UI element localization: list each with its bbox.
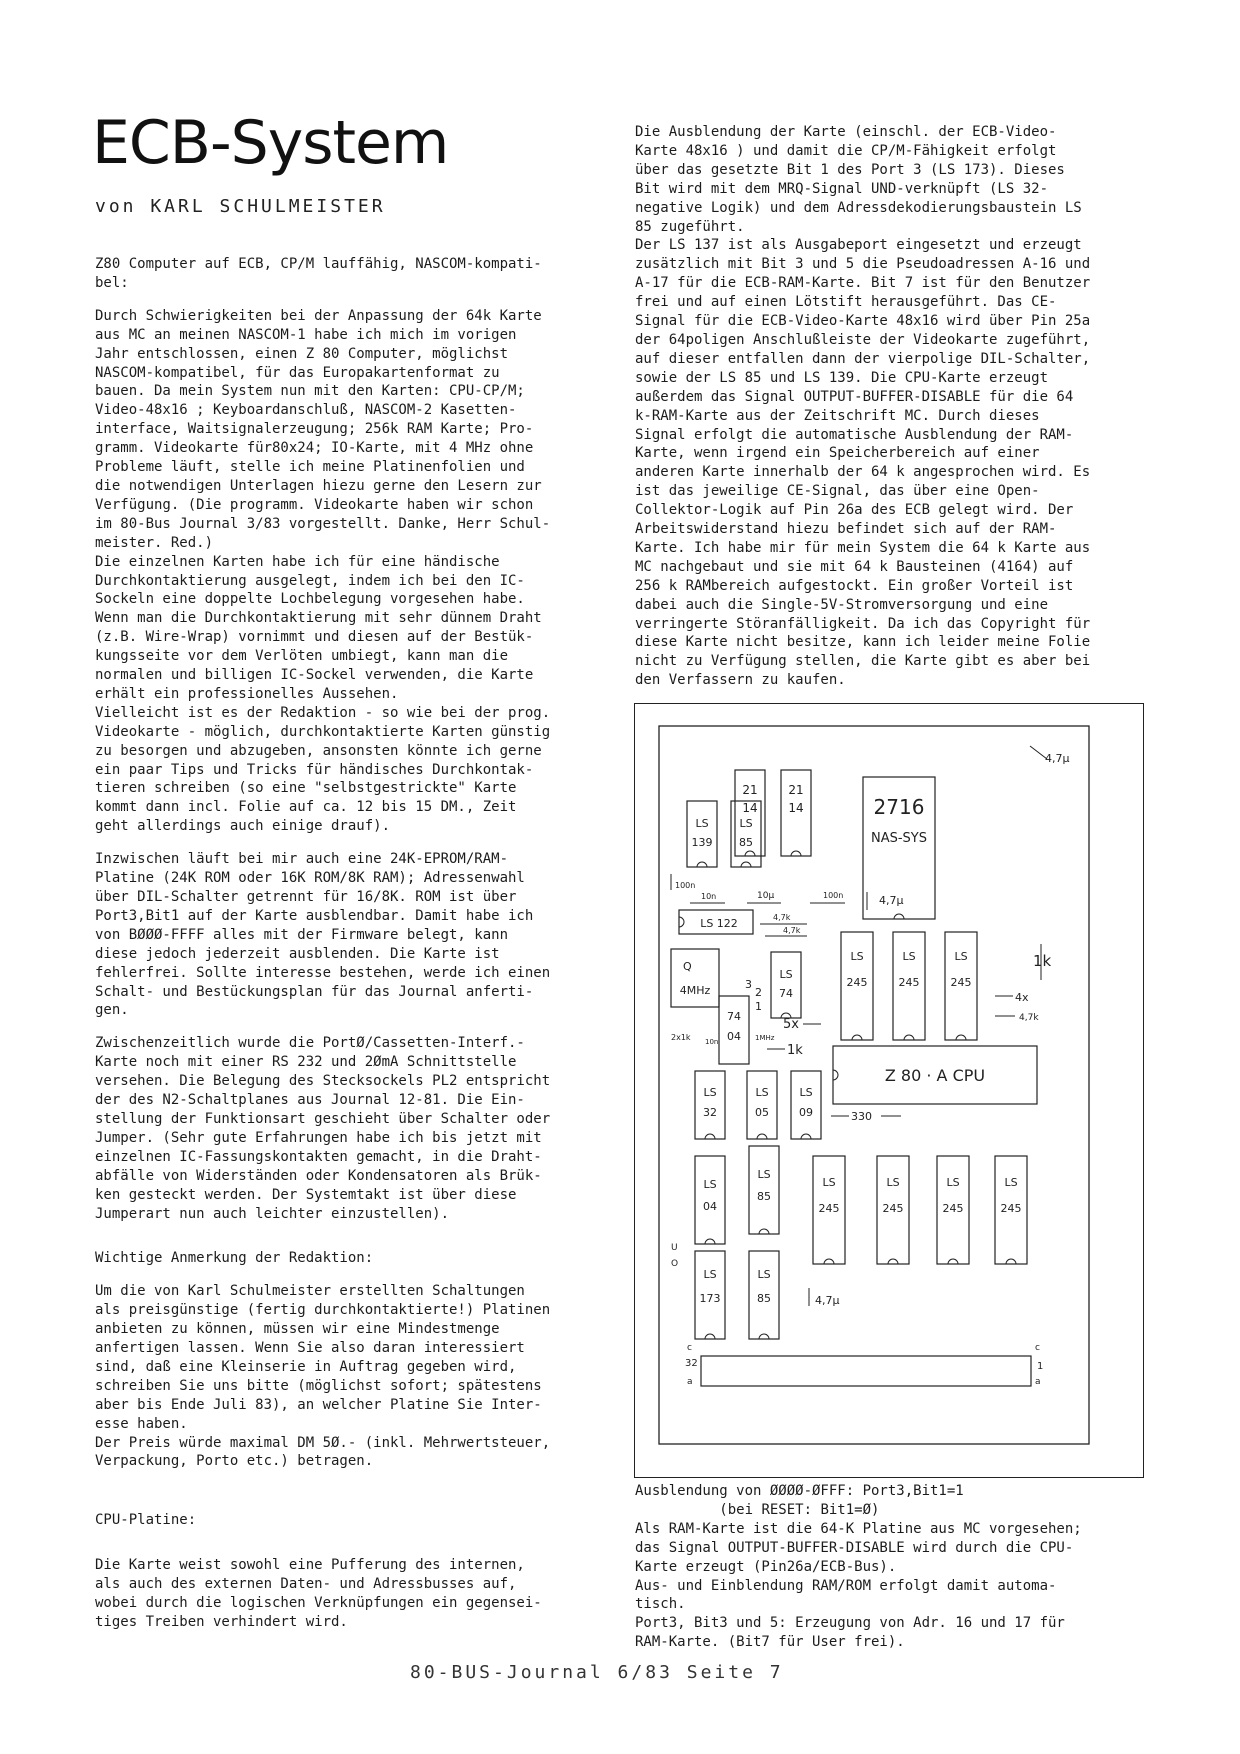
capacitor-label: 100n xyxy=(675,881,696,890)
right-column xyxy=(635,123,1143,690)
chip-label-line: LS xyxy=(779,968,793,981)
chip-label-line: LS xyxy=(703,1178,717,1191)
jumper-label: 1 xyxy=(755,1000,762,1013)
caption-line: (bei RESET: Bit1=Ø) xyxy=(635,1501,880,1518)
paragraph: Die Ausblendung der Karte (einschl. der ECB-Video- Karte 48x16 ) und damit die CP/M-Fähigkeit erfolgt über das gesetzte Bit 1 des Port 3 (LS 173). Dieses Bit wird mit dem MRQ-Signal UND-verknüpft (LS 32- negative Logik) und dem Adressdekodierungsbaustein LS 85 zugeführt. Der LS 137 ist als Ausgabeport eingesetzt und erzeugt zusätzlich mit Bit 3 und 5 die Pseudoadressen A-16 und A-17 für die ECB-RAM-Karte. Bit 7 ist für den Benutzer frei und auf einen Lötstift herausgeführt. Das CE- Signal für die ECB-Video-Karte 48x16 wird über Pin 25a der 64poligen Anschlußleiste der Videokarte zugeführt, auf dieser entfallen dann der vierpolige DIL-Schalter, sowie der LS 85 und LS 139. Die CPU-Karte erzeugt außerdem das Signal OUTPUT-BUFFER-DISABLE für die 64 k-RAM-Karte aus der Zeitschrift MC. Durch dieses Signal erfolgt die automatische Ausblendung der RAM- Karte, wenn irgend ein Speicherbereich auf einer anderen Karte innerhalb der 64 k angesprochen wird. Es ist das jeweilige CE-Signal, das über eine Open- Collektor-Logik auf Pin 26a des ECB gelegt wird. Der Arbeitswiderstand hiezu befindet sich auf der RAM- Karte. Ich habe mir für mein System die 64 k Karte aus MC nachgebaut und sie mit 64 k Bausteinen (4164) auf 256 k RAMbereich aufgestockt. Ein großer Vorteil ist dabei auch die Single-5V-Stromversorgung und eine verringerte Störanfälligkeit. Da ich das Copyright für diese Karte nicht besitze, kann ich leider meine Folie nicht zu Verfügung stellen, die Karte gibt es aber bei den Verfassern zu kaufen. xyxy=(635,124,1091,689)
pin-label: a xyxy=(1035,1377,1041,1387)
chip-label-line: LS xyxy=(886,1176,900,1189)
chip-label-line: LS xyxy=(755,1086,769,1099)
cpu-board-layout-figure xyxy=(634,703,1144,1478)
chip-label-line: 21 xyxy=(742,783,758,797)
chip-z80a-cpu xyxy=(833,1046,1037,1104)
chip-label-line: 245 xyxy=(950,976,972,989)
chip-label-line: LS xyxy=(739,817,753,830)
chip-label: Z 80 · A CPU xyxy=(884,1066,986,1085)
chip-ls245-g xyxy=(995,1156,1027,1264)
chip-ls122 xyxy=(679,910,753,934)
resistor-label: 4,7k xyxy=(773,913,791,922)
caption-line: Ausblendung von ØØØØ-ØFFF: Port3,Bit1=1 xyxy=(635,1483,964,1499)
paragraph: Zwischenzeitlich wurde die PortØ/Cassetten-Interf.- Karte noch mit einer RS 232 und 2ØmA Schnittstelle versehen. Die Belegung des Stecksockels PL2 entspricht der des N2-Schaltplanes aus Journal 12-81. Die Ein- stellung der Funktionsart geschieht über Schalter oder Jumper. (Sehr gute Erfahrungen habe ich bis jetzt mit einzelnen IC-Fassungskontakten gemacht, in die Draht- abfälle von Widerständen oder Kondensatoren als Brük- ken gesteckt werden. Der Systemtakt ist über diese Jumperart nun auch leichter einzustellen). xyxy=(95,1035,551,1222)
capacitor-label: 10n xyxy=(705,1038,719,1046)
editor-note-paragraph: Um die von Karl Schulmeister erstellten Schaltungen als preisgünstige (fertig durchkontaktierte!) Platinen anbieten zu können, müssen wir eine Mindestmenge anfertigen lassen. Wenn Sie also daran interessiert sind, daß eine Kleinserie in Auftrag gegeben wird, schreiben Sie uns bitte (möglichst sofort; spätestens aber bis Ende Juli 83), an welcher Platine Sie Inter- esse haben. Der Preis würde maximal DM 5Ø.- (inkl. Mehrwertsteuer, Verpackung, Porto etc.) betragen. xyxy=(95,1283,551,1470)
chip-label-line: 14 xyxy=(742,801,758,815)
intro-paragraph: Z80 Computer auf ECB, CP/M lauffähig, NASCOM-kompati- bel: xyxy=(95,256,542,291)
capacitor-label: 10µ xyxy=(757,891,775,901)
chip-ls245-a xyxy=(841,932,873,1040)
resistor-label: 4,7k xyxy=(1019,1013,1039,1023)
editor-note-heading: Wichtige Anmerkung der Redaktion: xyxy=(95,1250,374,1267)
chip-ls32 xyxy=(695,1071,725,1139)
capacitor-label: 4,7µ xyxy=(815,1294,840,1307)
chip-label-line: LS xyxy=(757,1168,771,1181)
chip-2114-b xyxy=(781,770,811,856)
chip-label-line: LS xyxy=(703,1086,717,1099)
chip-label-line: LS xyxy=(902,950,916,963)
caption-paragraph: Als RAM-Karte ist die 64-K Platine aus MC vorgesehen; das Signal OUTPUT-BUFFER-DISABLE wird durch die CPU- Karte erzeugt (Pin26a/ECB-Bus). Aus- und Einblendung RAM/ROM erfolgt damit automa- tisch. Port3, Bit3 und 5: Erzeugung von Adr. 16 und 17 für RAM-Karte. (Bit7 für User frei). xyxy=(635,1520,1082,1651)
chip-label-line: 05 xyxy=(755,1106,769,1119)
chip-ls139 xyxy=(687,801,717,867)
pin-label: 1 xyxy=(1037,1361,1044,1372)
chip-label-line: LS xyxy=(954,950,968,963)
chip-ls85-b xyxy=(749,1146,779,1234)
chip-label-line: 21 xyxy=(788,783,804,797)
pin-label: c xyxy=(1035,1343,1040,1353)
chip-label-line: LS xyxy=(757,1268,771,1281)
chip-label-line: 14 xyxy=(788,801,804,815)
oscillator-4mhz xyxy=(671,949,719,1007)
cpu-section-heading: CPU-Platine: xyxy=(95,1512,197,1529)
chip-label-line: 4MHz xyxy=(679,984,711,997)
chip-label-line: LS xyxy=(703,1268,717,1281)
chip-label: LS 122 xyxy=(700,917,738,930)
chip-label-line: LS xyxy=(850,950,864,963)
crystal-label: 1MHz xyxy=(755,1034,775,1042)
chip-label-line: 04 xyxy=(703,1200,717,1213)
pin-label: U xyxy=(671,1243,678,1253)
chip-label-line: 245 xyxy=(942,1202,964,1215)
chip-label-line: 245 xyxy=(898,976,920,989)
figure-caption xyxy=(635,1482,1143,1652)
chip-label-line: 2716 xyxy=(873,795,925,819)
chip-label-line: LS xyxy=(946,1176,960,1189)
resistor-label: 5x xyxy=(783,1017,799,1032)
chip-ls245-e xyxy=(877,1156,909,1264)
chip-label-line: NAS-SYS xyxy=(870,831,928,846)
pin-label: a xyxy=(687,1377,693,1387)
chip-label-line: LS xyxy=(1004,1176,1018,1189)
page-footer: 80-BUS-Journal 6/83 Seite 7 xyxy=(410,1662,784,1683)
article-title: ECB-System xyxy=(92,108,449,178)
chip-ls74 xyxy=(771,952,801,1018)
ecb-connector xyxy=(685,1343,1043,1387)
chip-7404 xyxy=(719,996,749,1064)
chip-ls245-c xyxy=(945,932,977,1040)
chip-label-line: 245 xyxy=(818,1202,840,1215)
chip-label-line: LS xyxy=(695,817,709,830)
capacitor-label: 100n xyxy=(823,891,844,900)
left-column xyxy=(95,255,605,1632)
chip-ls245-b xyxy=(893,932,925,1040)
capacitor-label: 10n xyxy=(701,892,717,901)
jumper-label: 3 xyxy=(745,978,752,991)
resistor-label: 4x xyxy=(1015,991,1029,1004)
chip-label-line: 85 xyxy=(739,836,753,849)
chip-label-line: 245 xyxy=(1000,1202,1022,1215)
chip-ls245-f xyxy=(937,1156,969,1264)
paragraph: Die Karte weist sowohl eine Pufferung des internen, als auch des externen Daten- und Adressbusses auf, wobei durch die logischen Verknüpfungen ein gegensei- tiges Treiben verhindert wird. xyxy=(95,1557,542,1630)
chip-label-line: 74 xyxy=(727,1010,741,1023)
chip-label-line: 139 xyxy=(691,836,713,849)
chip-label-line: 245 xyxy=(846,976,868,989)
resistor-label: 4,7k xyxy=(783,926,801,935)
chip-label-line: LS xyxy=(799,1086,813,1099)
pin-label: 32 xyxy=(685,1358,698,1369)
paragraph: Durch Schwierigkeiten bei der Anpassung der 64k Karte aus MC an meinen NASCOM-1 habe ich mich im vorigen Jahr entschlossen, einen Z 80 Computer, möglichst NASCOM-kompatibel, für das Europakartenformat zu bauen. Da mein System nun mit den Karten: CPU-CP/M; Video-48x16 ; Keyboardanschluß, NASCOM-2 Kasetten- interface, Waitsignalerzeugung; 256k RAM Karte; Pro- gramm. Videokarte für80x24; IO-Karte, mit 4 MHz ohne Probleme läuft, stelle ich meine Platinenfolien und die notwendigen Unterlagen hiezu gerne den Lesern zur Verfügung. (Die programm. Videokarte haben wir schon im 80-Bus Journal 3/83 vorgestellt. Danke, Herr Schul- meister. Red.) Die einzelnen Karten habe ich für eine händische Durchkontaktierung ausgelegt, indem ich bei den IC- Sockeln eine doppelte Lochbelegung vorgesehen habe. Wenn man die Durchkontaktierung mit sehr dünnem Draht (z.B. Wire-Wrap) vornimmt und diesen auf der Bestük- kungsseite vor dem Verlöten umbiegt, kann man die normalen und billigen IC-Sockel verwenden, die Karte erhält ein professionelles Aussehen. Vielleicht ist es der Redaktion - so wie bei der prog. Videokarte - möglich, durchkontaktierte Karten günstig zu besorgen und abzugeben, ansonsten könnte ich gerne ein paar Tips und Tricks für händisches Durchkontak- tieren schreiben (so eine "selbstgestrickte" Karte kommt dann incl. Folie auf ca. 12 bis 15 DM., Zeit geht allerdings auch einige drauf). xyxy=(95,307,551,835)
chip-label-line: 173 xyxy=(699,1292,721,1305)
author-byline: von KARL SCHULMEISTER xyxy=(95,196,386,217)
chip-label-line: 32 xyxy=(703,1106,717,1119)
chip-ls05 xyxy=(747,1071,777,1139)
chip-label-line: 85 xyxy=(757,1292,771,1305)
board-drawing xyxy=(635,704,1145,1479)
chip-ls09 xyxy=(791,1071,821,1139)
chip-label-line: 04 xyxy=(727,1030,741,1043)
chip-label-line: 245 xyxy=(882,1202,904,1215)
capacitor-label: 4,7µ xyxy=(879,894,904,907)
resistor-label: 2x1k xyxy=(671,1033,691,1042)
chip-ls173 xyxy=(695,1251,725,1339)
pin-label: O xyxy=(671,1259,679,1269)
resistor-label: 1k xyxy=(787,1043,803,1058)
chip-label-line: 85 xyxy=(757,1190,771,1203)
jumper-label: 2 xyxy=(755,986,762,999)
resistor-label: 1k xyxy=(1033,952,1052,970)
chip-ls04 xyxy=(695,1156,725,1244)
pin-label: c xyxy=(687,1343,692,1353)
resistor-label: 330 xyxy=(851,1110,872,1123)
chip-label-line: LS xyxy=(822,1176,836,1189)
chip-ls245-d xyxy=(813,1156,845,1264)
paragraph: Inzwischen läuft bei mir auch eine 24K-EPROM/RAM- Platine (24K ROM oder 16K ROM/8K RAM); Adressenwahl über DIL-Schalter getrennt für 16/8K. ROM ist über Port3,Bit1 auf der Karte ausblendbar. Damit habe ich von BØØØ-FFFF alles mit der Firmware belegt, kann diese jedoch jederzeit ausblenden. Die Karte ist fehlerfrei. Sollte interesse bestehen, werde ich einen Schalt- und Bestückungsplan für das Journal anferti- gen. xyxy=(95,851,551,1019)
chip-ls85-c xyxy=(749,1251,779,1339)
chip-label-line: Q xyxy=(683,960,692,973)
capacitor-label: 4,7µ xyxy=(1045,752,1070,765)
chip-label-line: 74 xyxy=(779,987,793,1000)
chip-label-line: 09 xyxy=(799,1106,813,1119)
